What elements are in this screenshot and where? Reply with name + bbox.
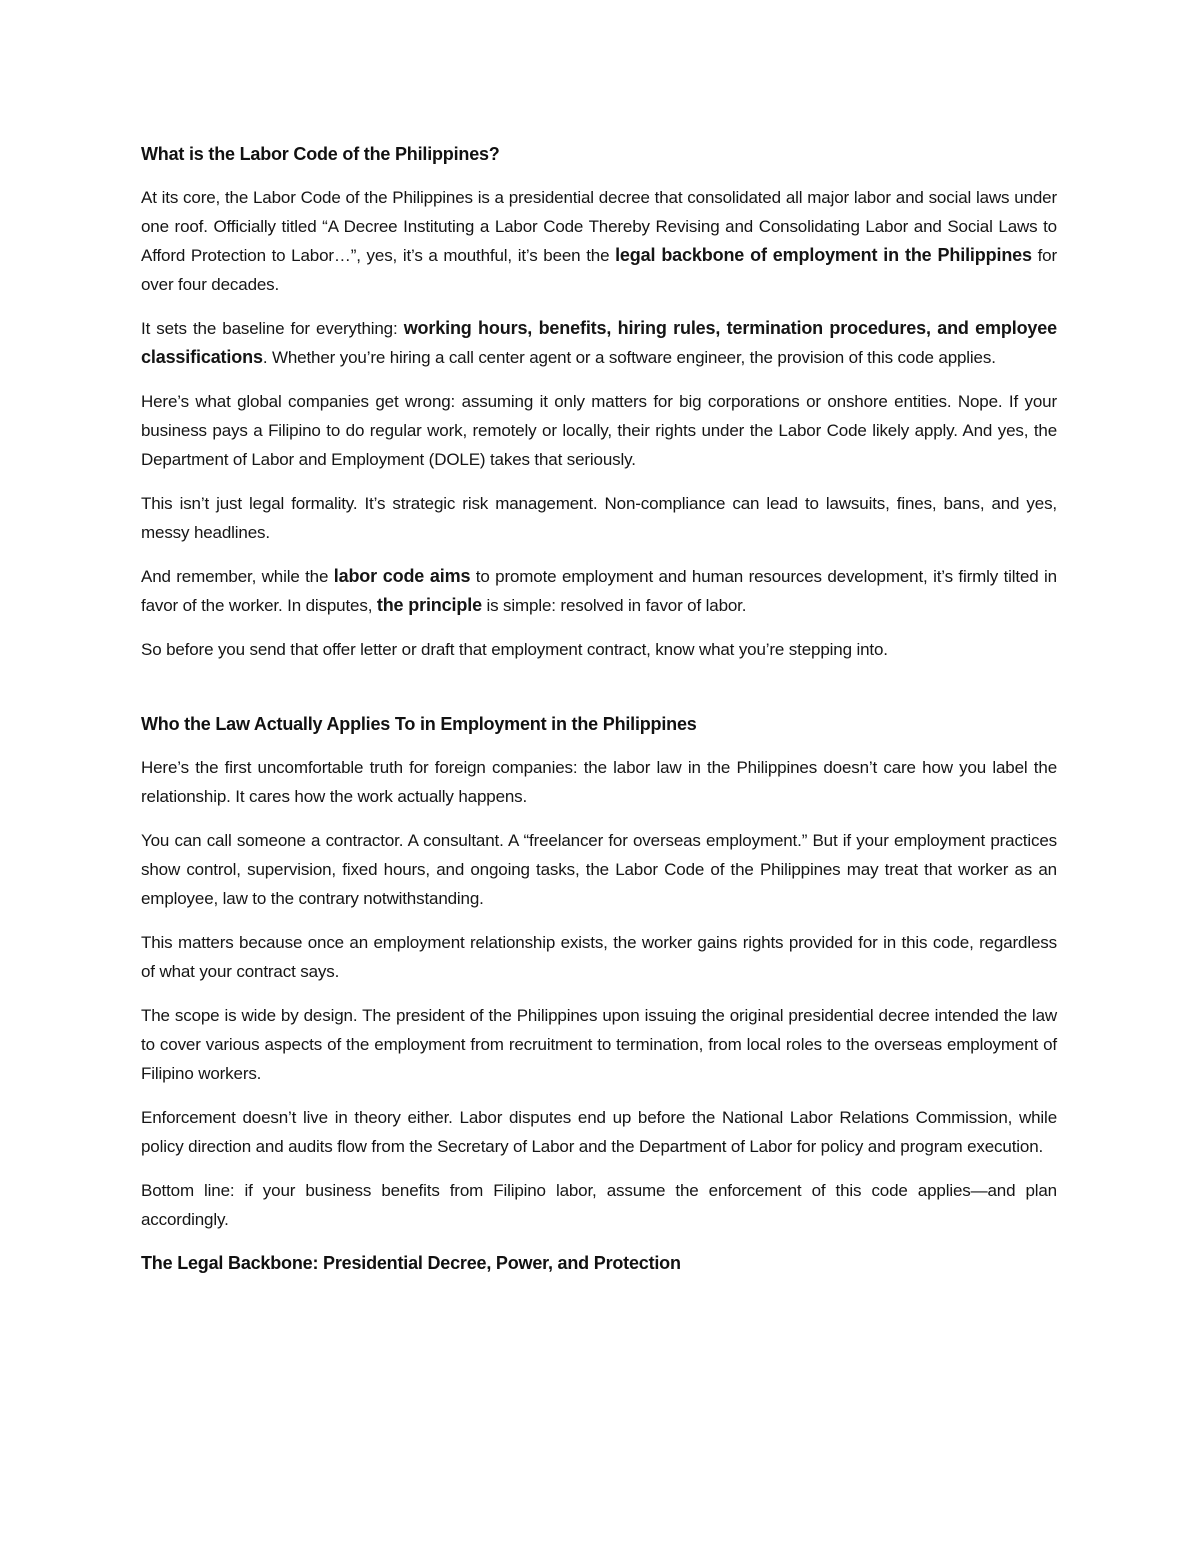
paragraph: You can call someone a contractor. A consultant. A “freelancer for overseas employment.” But if your employment practices show control, supervision, fixed hours, and ongoing tasks, the Labor Code of the Philippines may treat that worker as an employee, law to the contrary notwithstanding. [141,831,1057,908]
text-run: . Whether you’re hiring a call center agent or a software engineer, the provision of this code applies. [262,348,996,367]
paragraph: The scope is wide by design. The president of the Philippines upon issuing the original presidential decree intended the law to cover various aspects of the employment from recruitment to termination, from local roles to the overseas employment of Filipino workers. [141,1006,1057,1083]
text-run: for over four decades. [141,246,1057,294]
paragraph: So before you send that offer letter or draft that employment contract, know what you’re stepping into. [141,640,888,659]
section-heading-who-law-applies: Who the Law Actually Applies To in Employment in the Philippines [141,714,697,734]
text-run: is simple: resolved in favor of labor. [481,596,747,615]
paragraph: Here’s the first uncomfortable truth for foreign companies: the labor law in the Philippines doesn’t care how you label the relationship. It cares how the work actually happens. [141,758,1057,806]
text-run: It sets the baseline for everything: [141,319,404,338]
paragraph [141,314,1057,372]
paragraph: Enforcement doesn’t live in theory either. Labor disputes end up before the National Labor Relations Commission, while policy direction and audits flow from the Secretary of Labor and the Department of Labor for policy and program execution. [141,1108,1057,1156]
document-body [141,140,1057,1277]
paragraph: This matters because once an employment relationship exists, the worker gains rights provided for in this code, regardless of what your contract says. [141,933,1057,981]
paragraph: Bottom line: if your business benefits from Filipino labor, assume the enforcement of this code applies—and plan accordingly. [141,1181,1057,1229]
bold-text: working hours, benefits, hiring rules, termination procedures, and employee classifications [141,318,1058,367]
paragraph: Here’s what global companies get wrong: assuming it only matters for big corporations or onshore entities. Nope. If your business pays a Filipino to do regular work, remotely or locally, their rights under the Labor Code likely apply. And yes, the Department of Labor and Employment (DOLE) takes that seriously. [141,392,1057,469]
bold-text: labor code aims [333,566,471,586]
paragraph: This isn’t just legal formality. It’s strategic risk management. Non-compliance can lead to lawsuits, fines, bans, and yes, messy headlines. [141,494,1057,542]
text-run: And remember, while the [141,567,334,586]
paragraph [141,562,1057,620]
paragraph [141,183,1057,299]
section-heading-labor-code: What is the Labor Code of the Philippines? [141,144,500,164]
text-run: At its core, the Labor Code of the Philippines is a presidential decree that consolidated all major labor and social laws under one roof. Officially titled “A Decree Instituting a Labor Code Thereby Revising and Consolidating Labor and Social Laws to Afford Protection to Labor…”, yes, it’s a mouthful, it’s been the [141,188,1057,265]
bold-text: legal backbone of employment in the Philippines [615,245,1032,265]
bold-text: the principle [376,595,482,615]
section-heading-legal-backbone: The Legal Backbone: Presidential Decree, Power, and Protection [141,1253,681,1273]
text-run: to promote employment and human resources development, it’s firmly tilted in favor of the worker. In disputes, [141,567,1057,615]
